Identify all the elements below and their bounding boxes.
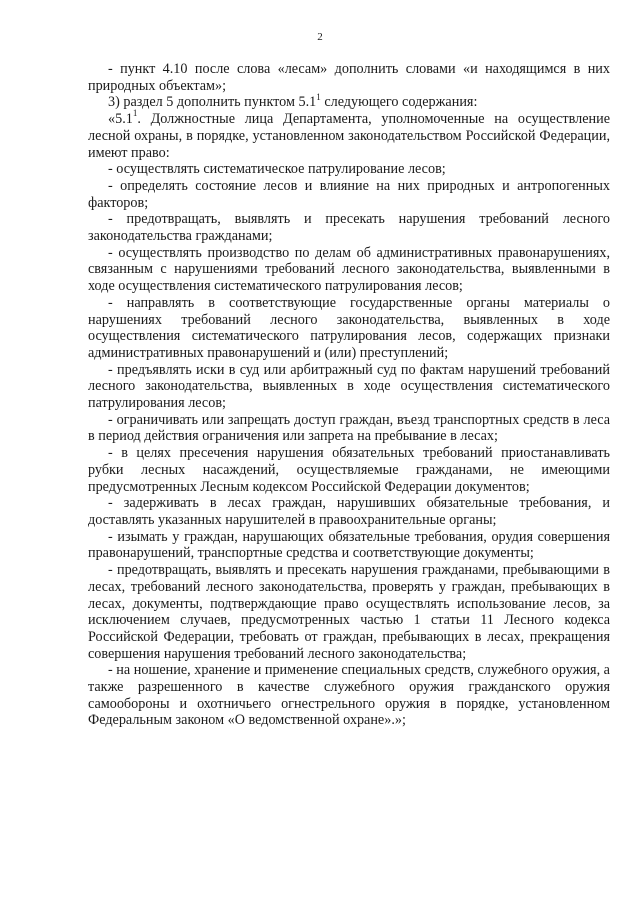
superscript: 1: [316, 91, 321, 102]
document-body: [88, 61, 610, 729]
section-item-text: следующего содержания:: [320, 94, 478, 111]
list-item: - осуществлять систематическое патрулирование лесов;: [108, 161, 446, 178]
section-item: [88, 91, 610, 111]
list-item: - направлять в соответствующие государственные органы материалы о нарушениях требований лесного законодательства, выявленных в ходе осуществления систематического патрулирования лесов, содержащих признаки административных правонарушений и (или) преступлений;: [88, 294, 610, 361]
clause-number: «5.1: [108, 111, 133, 128]
list-item: - на ношение, хранение и применение специальных средств, служебного оружия, а также разрешенного в качестве служебного оружия гражданского оружия самообороны и охотничьего огнестрельного оружия в порядке, установленном Федеральным законом «О ведомственной охране».»;: [88, 662, 610, 729]
superscript: 1: [132, 108, 138, 119]
list-item: - ограничивать или запрещать доступ граждан, въезд транспортных средств в леса в период действия ограничения или запрета на пребывание в лесах;: [88, 411, 610, 445]
clause-intro: [88, 108, 610, 161]
list-item: - осуществлять производство по делам об административных правонарушениях, связанным с нарушениями требований лесного законодательства, выявленными в ходе осуществления систематического патрулирования лесов;: [88, 244, 610, 295]
list-item: - предотвращать, выявлять и пресекать нарушения требований лесного законодательства гражданами;: [88, 211, 610, 245]
section-item-text: 3) раздел 5 дополнить пунктом 5.1: [108, 94, 317, 111]
list-item: - в целях пресечения нарушения обязательных требований приостанавливать рубки лесных насаждений, осуществляемые гражданами, не имеющими предусмотренных Лесным кодексом Российской Федерации документов;: [88, 445, 610, 495]
list-item: - предотвращать, выявлять и пресекать нарушения гражданами, пребывающими в лесах, требований лесного законодательства, проверять у граждан, пребывающих в лесах, документы, подтверждающие право осуществлять использование лесов, за исключением случаев, предусмотренных частью 1 статьи 11 Лесного кодекса Российской Федерации, требовать от граждан, пребывающих в лесах, прекращения совершения нарушения требований лесного законодательства;: [88, 562, 610, 662]
list-item: - изымать у граждан, нарушающих обязательные требования, орудия совершения правонарушений, транспортные средства и соответствующие документы;: [88, 528, 610, 562]
page-number: 2: [317, 31, 323, 43]
clause-text: . Должностные лица Департамента, уполномоченные на осуществление лесной охраны, в порядке, установленном законодательством Российской Федерации, имеют право:: [88, 111, 610, 161]
list-item: - предъявлять иски в суд или арбитражный суд по фактам нарушений требований лесного законодательства, выявленных в ходе осуществления систематического патрулирования лесов;: [88, 361, 610, 412]
list-item: - определять состояние лесов и влияние на них природных и антропогенных факторов;: [88, 177, 610, 211]
paragraph: - пункт 4.10 после слова «лесам» дополнить словами «и находящимся в них природных объектам»;: [88, 61, 610, 94]
list-item: - задерживать в лесах граждан, нарушивших обязательные требования, и доставлять указанных нарушителей в правоохранительные органы;: [88, 495, 610, 528]
